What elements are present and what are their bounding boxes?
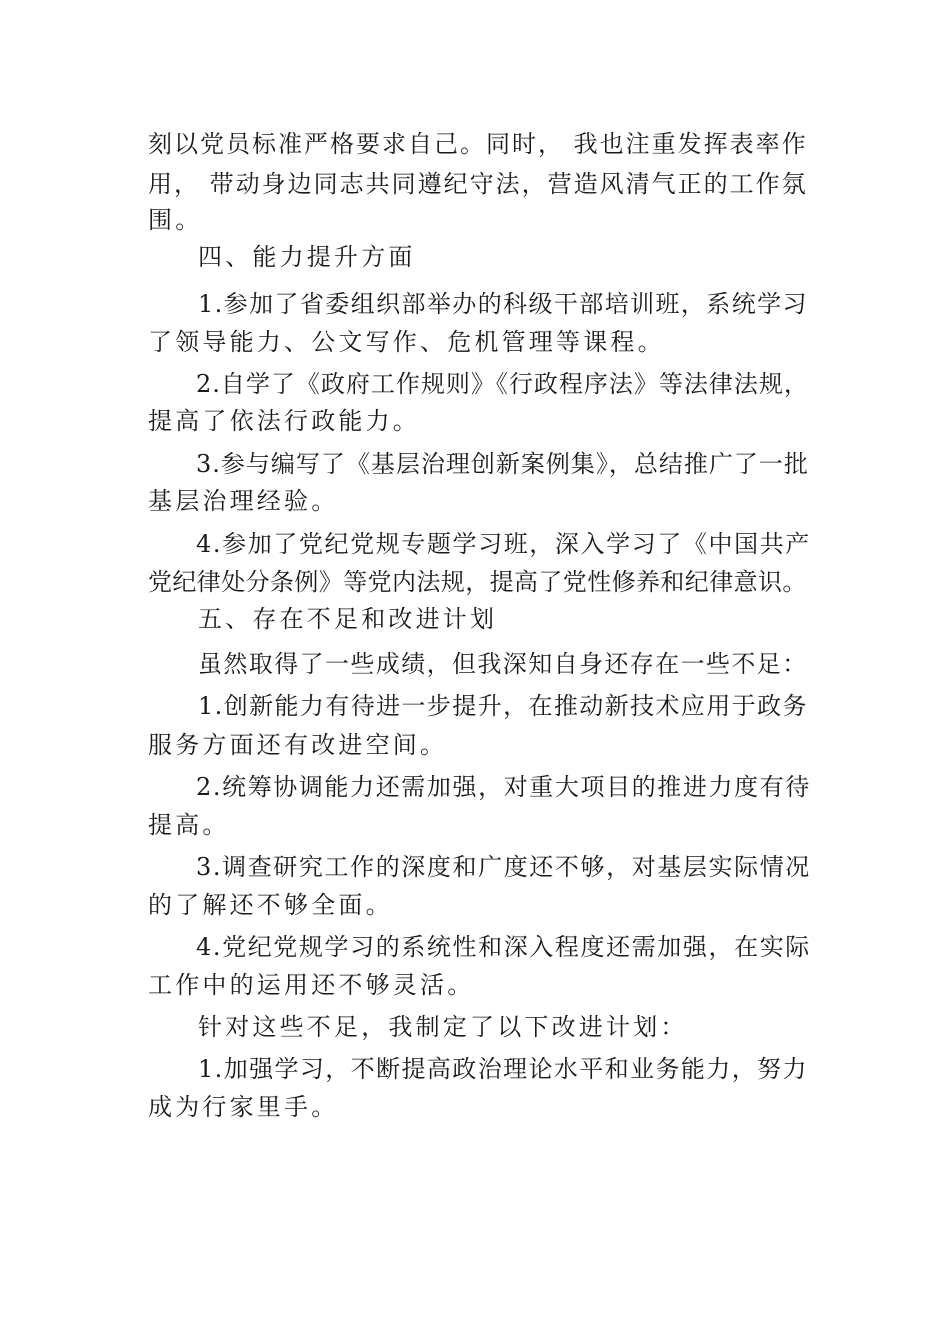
text-line: 成为行家里手。 xyxy=(148,1093,339,1121)
section-heading: 五、存在不足和改进计划 xyxy=(198,605,498,633)
text-line: 基层治理经验。 xyxy=(148,487,339,515)
text-line: 的了解还不够全面。 xyxy=(148,891,393,919)
text-line: 了领导能力、公文写作、危机管理等课程。 xyxy=(148,328,665,356)
text-line: 刻以党员标准严格要求自己。同时， 我也注重发挥表率作 xyxy=(148,130,808,158)
text-line: 4.参加了党纪党规专题学习班，深入学习了《中国共产 xyxy=(196,530,811,558)
text-line: 围。 xyxy=(148,206,203,234)
text-line: 1.加强学习，不断提高政治理论水平和业务能力，努力 xyxy=(198,1055,808,1083)
text-line: 党纪律处分条例》等党内法规，提高了党性修养和纪律意识。 xyxy=(148,568,807,596)
text-line: 3.调查研究工作的深度和广度还不够，对基层实际情况 xyxy=(196,853,811,881)
text-line: 3.参与编写了《基层治理创新案例集》，总结推广了一批 xyxy=(196,450,809,478)
text-line: 针对这些不足，我制定了以下改进计划： xyxy=(198,1013,688,1041)
text-line: 2.统筹协调能力还需加强，对重大项目的推进力度有待 xyxy=(196,773,811,801)
text-line: 1.创新能力有待进一步提升，在推动新技术应用于政务 xyxy=(198,692,808,720)
text-line: 4.党纪党规学习的系统性和深入程度还需加强，在实际 xyxy=(196,933,811,961)
text-line: 提高了依法行政能力。 xyxy=(148,407,420,435)
text-line: 服务方面还有改进空间。 xyxy=(148,731,448,759)
text-line: 提高。 xyxy=(148,811,230,839)
text-line: 2.自学了《政府工作规则》《行政程序法》等法律法规， xyxy=(196,370,809,398)
text-line: 1.参加了省委组织部举办的科级干部培训班，系统学习 xyxy=(198,290,808,318)
text-line: 用， 带动身边同志共同遵纪守法，营造风清气正的工作氛 xyxy=(148,170,808,198)
text-line: 工作中的运用还不够灵活。 xyxy=(148,971,475,999)
section-heading: 四、能力提升方面 xyxy=(198,243,416,271)
text-line: 虽然取得了一些成绩，但我深知自身还存在一些不足： xyxy=(198,650,808,678)
